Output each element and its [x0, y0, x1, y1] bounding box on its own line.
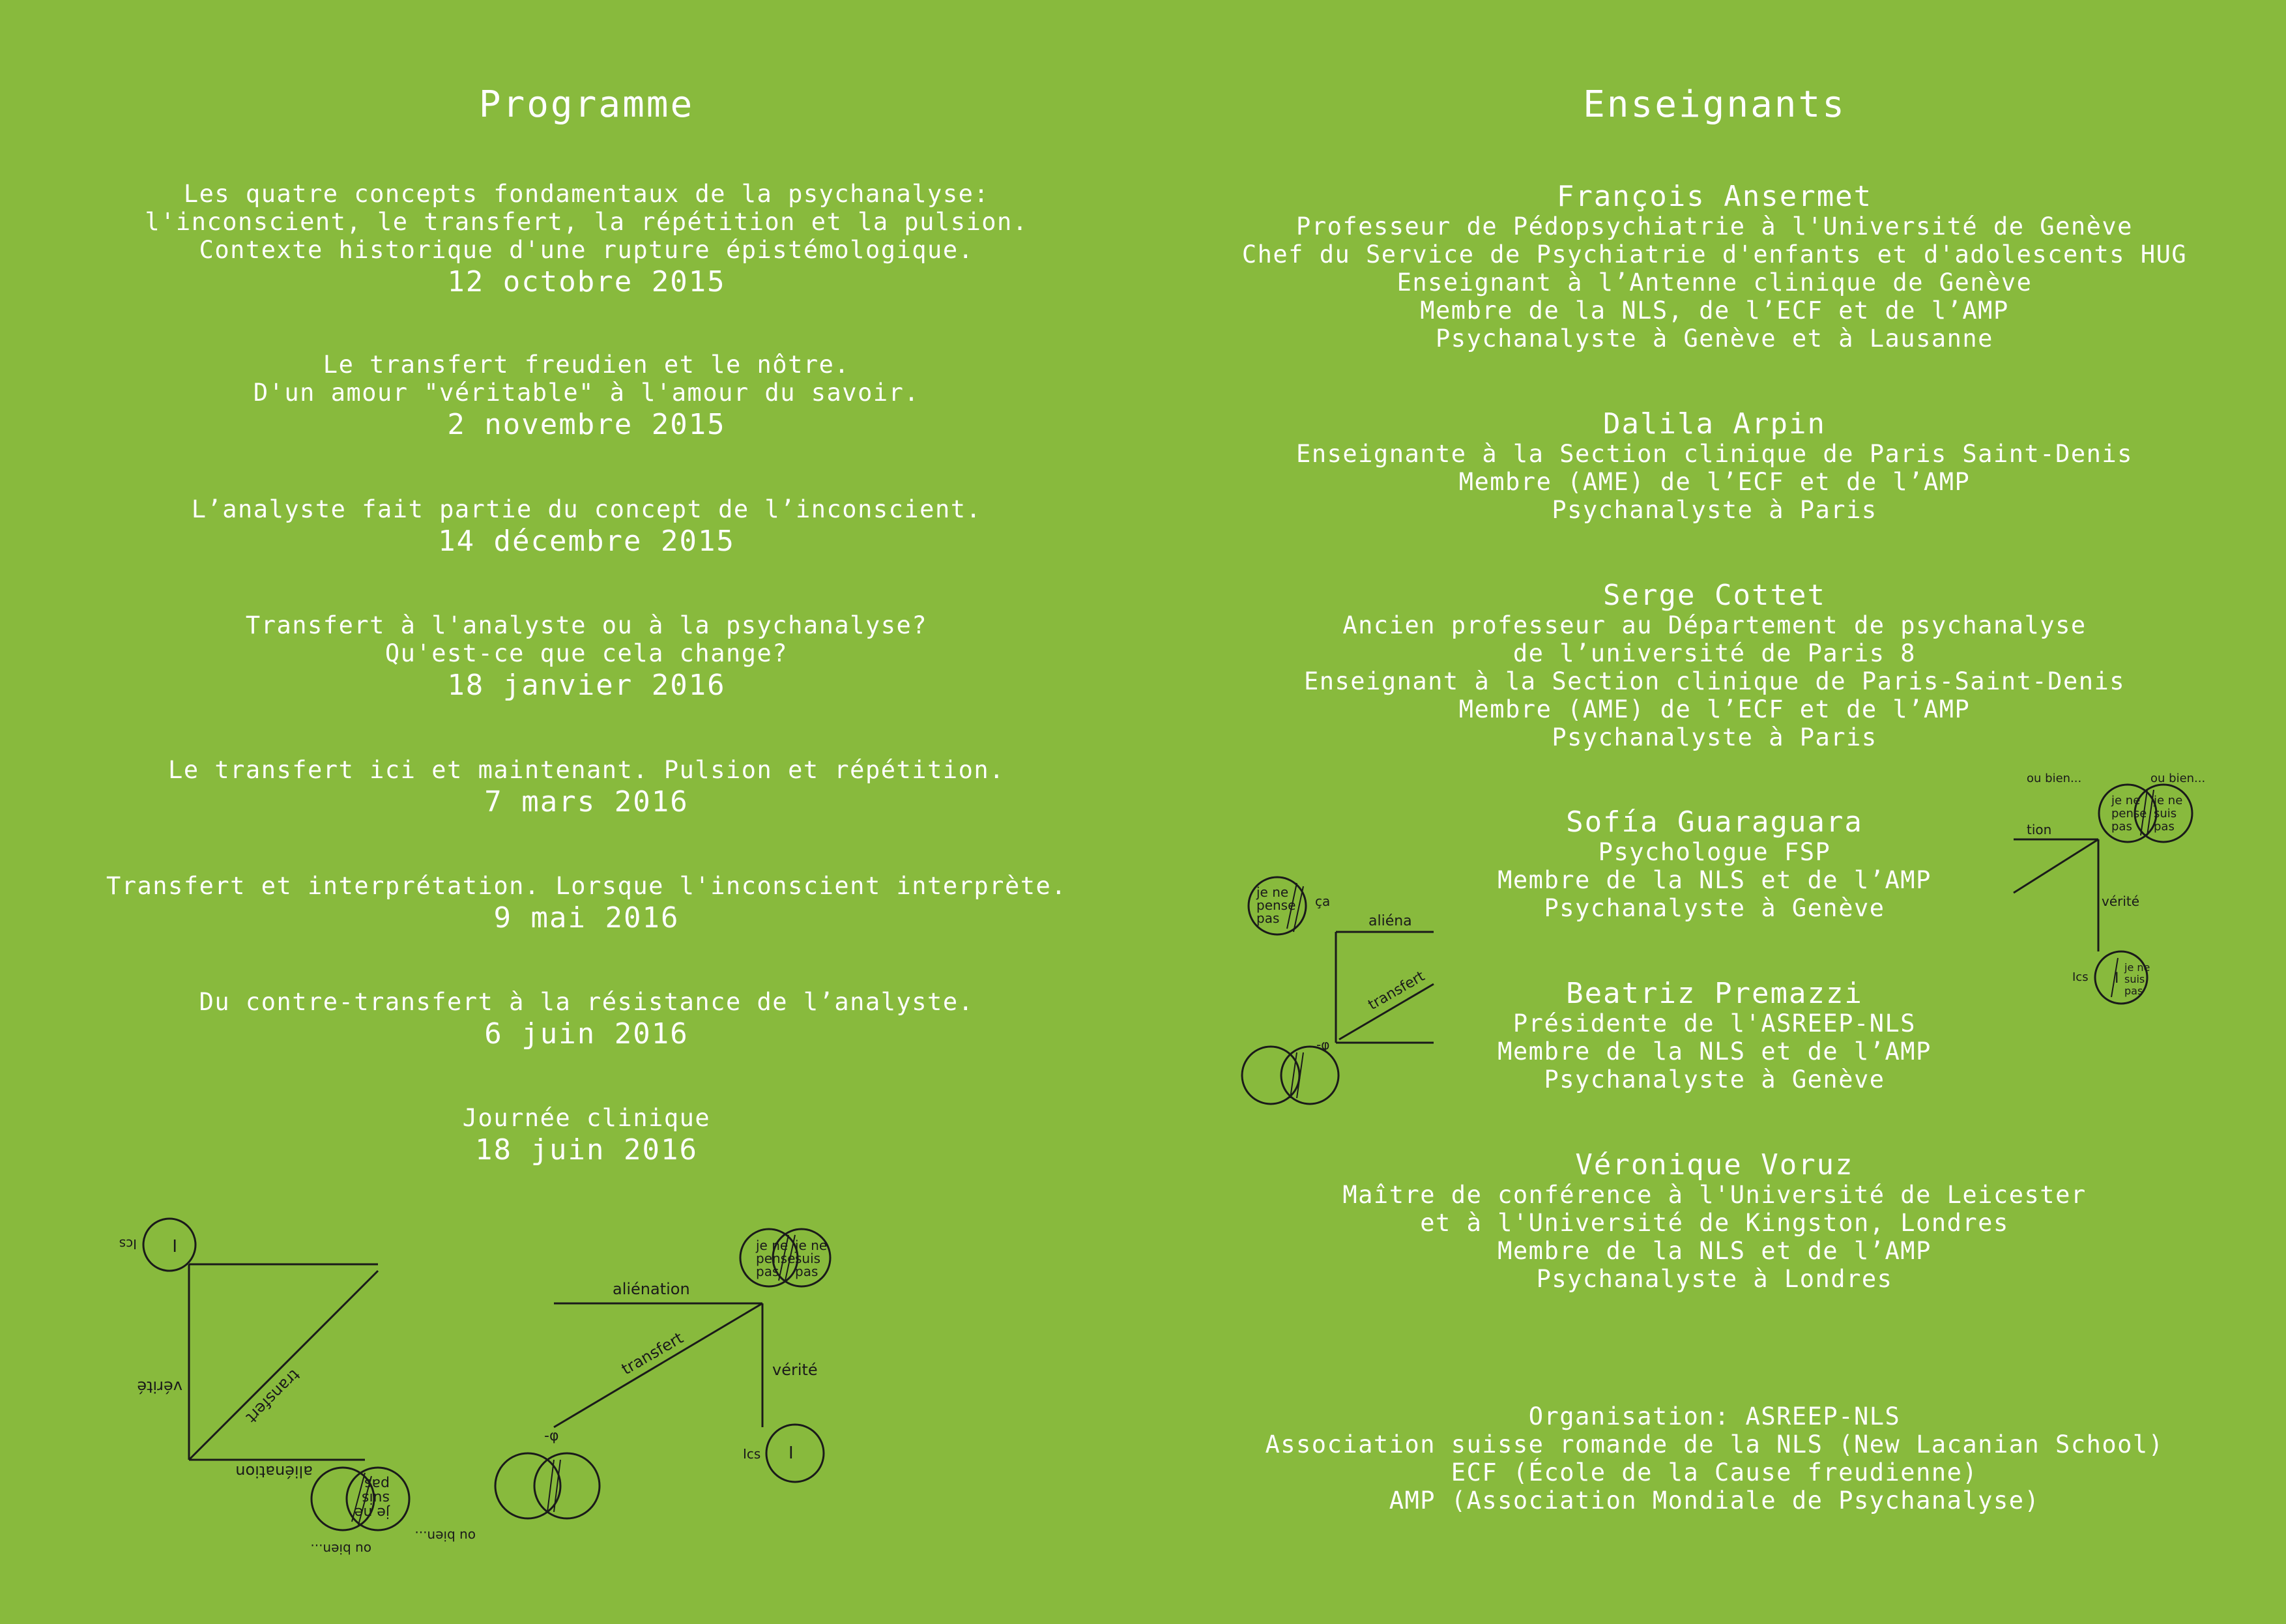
sketch-label: suis: [362, 1490, 390, 1506]
sketch-label: pas: [2111, 820, 2132, 834]
session-date: 14 décembre 2015: [438, 525, 735, 558]
session-date: 7 mars 2016: [484, 785, 689, 819]
circle-shape: [1281, 1047, 1338, 1104]
teacher-name: Dalila Arpin: [1603, 407, 1826, 441]
session-date: 9 mai 2016: [493, 901, 680, 935]
session-text: Le transfert ici et maintenant. Pulsion et répétition.: [168, 756, 1005, 784]
sketch-label: je ne: [2154, 794, 2183, 807]
session-text: Transfert et interprétation. Lorsque l'inconscient interprète.: [106, 872, 1067, 900]
sketch-label: vérité: [2102, 893, 2140, 909]
teacher-name: Sofía Guaraguara: [1566, 805, 1863, 839]
teacher-role: Psychanalyste à Genève: [1544, 1066, 1885, 1094]
sketch-label: pense: [756, 1251, 796, 1266]
teacher-role: Professeur de Pédopsychiatrie à l'Université de Genève: [1296, 212, 2133, 240]
sketch-label: -φ: [1316, 1037, 1330, 1052]
teacher-role: Ancien professeur au Département de psychanalyse: [1342, 611, 2087, 639]
sketch-label: vérité: [137, 1378, 182, 1396]
session-3: [0, 495, 1173, 558]
session-text: Journée clinique: [462, 1104, 711, 1132]
teacher-role: Chef du Service de Psychiatrie d'enfants et d'adolescents HUG: [1241, 240, 2188, 268]
sketch-label: pense: [2111, 807, 2147, 820]
lacan-schema-fragment-left: [1238, 867, 1447, 1108]
teacher-role: Psychologue FSP: [1598, 838, 1831, 866]
circle-shape: [766, 1425, 824, 1482]
session-7: [0, 988, 1173, 1051]
sketch-label: ou bien...: [414, 1528, 476, 1544]
session-4: [0, 611, 1173, 703]
session-text: D'un amour "véritable" à l'amour du savoir.: [253, 379, 920, 407]
teacher-role: Membre (AME) de l’ECF et de l’AMP: [1458, 695, 1971, 723]
session-6: [0, 872, 1173, 935]
teacher-role: Maître de conférence à l'Université de Leicester: [1342, 1181, 2087, 1209]
session-text: Qu'est-ce que cela change?: [384, 639, 789, 667]
sketch-label: suis: [2154, 807, 2177, 820]
session-date: 6 juin 2016: [484, 1017, 689, 1051]
sketch-label: je ne: [756, 1238, 789, 1253]
sketch-label: pas: [2154, 820, 2175, 834]
sketch-label: pas: [756, 1264, 779, 1279]
session-text: Les quatre concepts fondamentaux de la psychanalyse:: [183, 180, 990, 208]
teacher-role: Enseignant à l’Antenne clinique de Genève: [1396, 268, 2033, 297]
sketch-label: pas: [795, 1264, 818, 1279]
teacher-arpin: [1143, 409, 2286, 524]
teacher-role: Présidente de l'ASREEP-NLS: [1512, 1009, 1917, 1037]
teacher-name: Véronique Voruz: [1575, 1148, 1854, 1182]
session-5: [0, 756, 1173, 819]
arrow-line: [554, 1303, 762, 1427]
sketch-label: je ne: [354, 1504, 390, 1520]
session-date: 2 novembre 2015: [447, 408, 726, 441]
programme-title: Programme: [478, 83, 695, 126]
circle-shape: [534, 1453, 600, 1518]
sketch-label: transfert: [242, 1365, 304, 1427]
sketch-label: I: [789, 1443, 794, 1463]
teacher-role: Membre de la NLS et de l’AMP: [1497, 1237, 1932, 1265]
sketch-label: ça: [1315, 893, 1331, 909]
session-text: l'inconscient, le transfert, la répétition et la pulsion.: [145, 208, 1028, 236]
organisation-block: [1143, 1402, 2286, 1515]
session-text: Transfert à l'analyste ou à la psychanalyse?: [245, 611, 928, 639]
teacher-role: Psychanalyste à Genève et à Lausanne: [1436, 325, 1993, 353]
session-date: 12 octobre 2015: [447, 265, 726, 298]
organisation-line: Association suisse romande de la NLS (New Lacanian School): [1265, 1430, 2164, 1458]
sketch-label: Ics: [743, 1446, 761, 1462]
sketch-label: pas: [364, 1475, 390, 1492]
sketch-label: je ne: [795, 1238, 828, 1253]
sketch-label: Ics: [2072, 970, 2089, 984]
teacher-role: Psychanalyste à Paris: [1552, 723, 1877, 751]
teacher-role: Psychanalyste à Genève: [1544, 894, 1885, 922]
sketch-label: ou bien...: [2027, 772, 2082, 785]
arrow-line: [2014, 839, 2098, 893]
teacher-role: Membre de la NLS et de l’AMP: [1497, 1037, 1932, 1066]
sketch-label: pas: [1256, 910, 1280, 926]
session-1: [0, 180, 1173, 299]
sketch-label: suis: [795, 1251, 821, 1266]
teacher-role: Psychanalyste à Paris: [1552, 496, 1877, 524]
teacher-name: Beatriz Premazzi: [1566, 977, 1863, 1010]
sketch-label: suis: [2124, 973, 2145, 985]
lacan-schema-diagram: [119, 1212, 977, 1557]
enseignants-title: Enseignants: [1583, 83, 1846, 126]
teacher-role: Enseignante à la Section clinique de Paris Saint-Denis: [1296, 440, 2133, 468]
sketch-label: transfert: [618, 1328, 687, 1379]
sketch-label: Ics: [119, 1236, 137, 1252]
sketch-label: tion: [2027, 822, 2052, 837]
sketch-label: aliénation: [613, 1280, 690, 1298]
teacher-role: Membre (AME) de l’ECF et de l’AMP: [1458, 468, 1971, 496]
teacher-role: et à l'Université de Kingston, Londres: [1420, 1209, 2009, 1237]
teacher-cottet: [1143, 580, 2286, 751]
teacher-role: de l’université de Paris 8: [1512, 639, 1917, 667]
session-8: [0, 1104, 1173, 1167]
sketch-label: ou bien...: [310, 1541, 371, 1557]
sketch-label: aliéna: [1368, 913, 1412, 929]
session-text: Du contre-transfert à la résistance de l’analyste.: [199, 988, 974, 1016]
sketch-label: aliénation: [235, 1462, 313, 1481]
arrow-line: [189, 1271, 378, 1460]
teacher-role: Membre de la NLS et de l’AMP: [1497, 866, 1932, 894]
organisation-line: Organisation: ASREEP-NLS: [1528, 1402, 1901, 1430]
teacher-voruz: [1143, 1150, 2286, 1293]
sketch-label: je ne: [2111, 794, 2141, 807]
sketch-label: je ne: [2124, 961, 2150, 974]
circle-shape: [143, 1219, 195, 1271]
session-date: 18 juin 2016: [475, 1133, 698, 1167]
organisation-line: ECF (École de la Cause freudienne): [1451, 1458, 1978, 1486]
session-2: [0, 351, 1173, 442]
sketch-label: I: [2115, 970, 2119, 987]
session-text: Le transfert freudien et le nôtre.: [323, 351, 850, 379]
organisation-line: AMP (Association Mondiale de Psychanalyse): [1389, 1486, 2040, 1515]
teacher-name: François Ansermet: [1556, 180, 1873, 213]
sketch-label: vérité: [772, 1361, 818, 1379]
teacher-role: Enseignant à la Section clinique de Paris-Saint-Denis: [1303, 667, 2126, 695]
session-date: 18 janvier 2016: [447, 669, 726, 702]
sketch-label: transfert: [1365, 968, 1428, 1014]
sketch-label: ou bien...: [2150, 772, 2206, 785]
sketch-label: je ne: [1256, 884, 1289, 900]
sketch-label: I: [172, 1235, 177, 1254]
sketch-label: pense: [1256, 897, 1296, 913]
lacan-schema-fragment-right: [2014, 762, 2235, 1010]
session-text: L’analyste fait partie du concept de l’inconscient.: [191, 495, 982, 523]
teacher-role: Membre de la NLS, de l’ECF et de l’AMP: [1420, 297, 2009, 325]
sketch-label: pas: [2124, 985, 2143, 997]
teacher-role: Psychanalyste à Londres: [1536, 1265, 1893, 1293]
sketch-label: -φ: [544, 1428, 559, 1444]
teacher-ansermet: [1143, 181, 2286, 353]
teacher-name: Serge Cottet: [1603, 579, 1826, 612]
session-text: Contexte historique d'une rupture épistémologique.: [199, 236, 974, 264]
